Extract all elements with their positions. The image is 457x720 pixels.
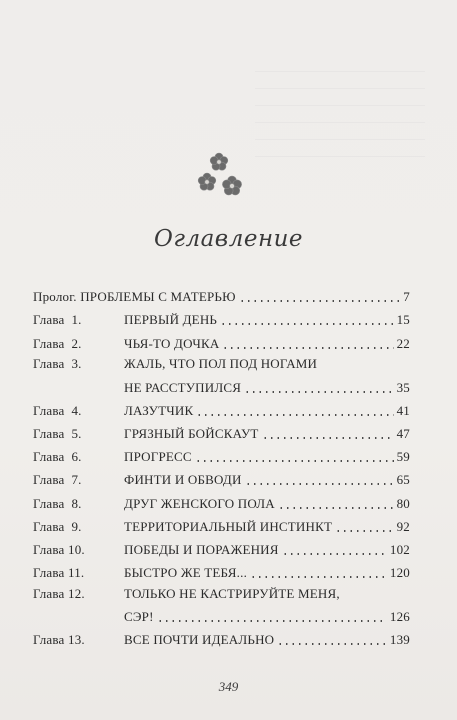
toc-page-number: 120 xyxy=(389,565,410,581)
toc-page-number: 7 xyxy=(403,289,410,305)
toc-entry-title: ПРОГРЕСС xyxy=(124,449,192,465)
toc-chapter-label: Глава 6. xyxy=(33,449,82,465)
toc-entry-title: ВСЕ ПОЧТИ ИДЕАЛЬНО xyxy=(124,632,275,648)
toc-entry xyxy=(33,512,410,535)
toc-entry xyxy=(33,419,410,442)
toc-entry-title-continued: НЕ РАССТУПИЛСЯ xyxy=(124,379,242,395)
toc-entry-title: ТОЛЬКО НЕ КАСТРИРУЙТЕ МЕНЯ, xyxy=(124,585,340,601)
toc-page-number: 102 xyxy=(389,541,410,557)
toc-chapter-label: Глава 7. xyxy=(33,472,82,488)
toc-entry-title: ЛАЗУТЧИК xyxy=(124,402,194,418)
toc-entry-prologue xyxy=(33,282,410,305)
toc-page-number: 59 xyxy=(396,449,410,465)
toc-entry-title: БЫСТРО ЖЕ ТЕБЯ... xyxy=(124,565,248,581)
toc-entry-title: ЧЬЯ-ТО ДОЧКА xyxy=(124,335,220,351)
toc-entry-title: ГРЯЗНЫЙ БОЙСКАУТ xyxy=(124,425,259,441)
toc-page-number: 92 xyxy=(396,518,410,534)
leader-dots xyxy=(195,460,394,462)
toc-entry-title: ФИНТИ И ОБВОДИ xyxy=(124,472,242,488)
toc-entry xyxy=(33,488,410,511)
toc-chapter-label: Глава 1. xyxy=(33,312,82,328)
leader-dots xyxy=(262,437,394,439)
leader-dots xyxy=(277,643,387,645)
toc-page-number: 22 xyxy=(396,335,410,351)
toc-entry-title: ДРУГ ЖЕНСКОГО ПОЛА xyxy=(124,495,275,511)
toc-chapter-label: Глава 13. xyxy=(33,632,85,648)
leader-dots xyxy=(239,300,401,302)
leader-dots xyxy=(282,553,387,555)
leader-dots xyxy=(222,347,393,349)
toc-entry xyxy=(33,581,410,625)
toc-page-number: 47 xyxy=(396,425,410,441)
leader-dots xyxy=(335,530,393,532)
toc-chapter-label: Глава 3. xyxy=(33,356,82,372)
toc-entry-title: ПОБЕДЫ И ПОРАЖЕНИЯ xyxy=(124,541,279,557)
toc-entry xyxy=(33,558,410,581)
toc-entry xyxy=(33,465,410,488)
toc-page-number: 126 xyxy=(389,609,410,625)
toc-page-number: 35 xyxy=(396,379,410,395)
leader-dots xyxy=(245,483,394,485)
toc-entry xyxy=(33,328,410,351)
three-flowers-icon xyxy=(190,146,250,206)
toc-label: Пролог. xyxy=(33,289,77,305)
toc-chapter-label: Глава 4. xyxy=(33,402,82,418)
leader-dots xyxy=(220,323,394,325)
show-through-text xyxy=(255,55,425,175)
table-of-contents xyxy=(33,282,410,648)
toc-chapter-label: Глава 9. xyxy=(33,518,82,534)
toc-entry-title: ТЕРРИТОРИАЛЬНЫЙ ИНСТИНКТ xyxy=(124,518,333,534)
leader-dots xyxy=(278,507,394,509)
leader-dots xyxy=(196,414,393,416)
toc-entry-title: ЖАЛЬ, ЧТО ПОЛ ПОД НОГАМИ xyxy=(124,356,318,372)
toc-entry-title-continued: СЭР! xyxy=(124,609,154,625)
toc-entry xyxy=(33,396,410,419)
toc-page-number: 80 xyxy=(396,495,410,511)
leader-dots xyxy=(244,391,393,393)
toc-entry xyxy=(33,535,410,558)
toc-chapter-label: Глава 8. xyxy=(33,495,82,511)
toc-entry xyxy=(33,305,410,328)
toc-chapter-label: Глава 10. xyxy=(33,541,85,557)
toc-chapter-label: Глава 11. xyxy=(33,565,85,581)
page-number: 349 xyxy=(218,679,239,694)
toc-chapter-label: Глава 12. xyxy=(33,585,85,601)
toc-entry-title: ПРОБЛЕМЫ С МАТЕРЬЮ xyxy=(80,289,236,305)
toc-chapter-label: Глава 2. xyxy=(33,335,82,351)
toc-page-number: 139 xyxy=(389,632,410,648)
toc-entry xyxy=(33,625,410,648)
leader-dots xyxy=(250,576,387,578)
toc-page-number: 65 xyxy=(396,472,410,488)
toc-entry xyxy=(33,352,410,396)
toc-entry-title: ПЕРВЫЙ ДЕНЬ xyxy=(124,312,218,328)
toc-page-number: 15 xyxy=(396,312,410,328)
leader-dots xyxy=(157,620,387,622)
toc-title: Оглавление xyxy=(153,226,304,252)
toc-page-number: 41 xyxy=(396,402,410,418)
toc-entry xyxy=(33,442,410,465)
toc-chapter-label: Глава 5. xyxy=(33,425,82,441)
